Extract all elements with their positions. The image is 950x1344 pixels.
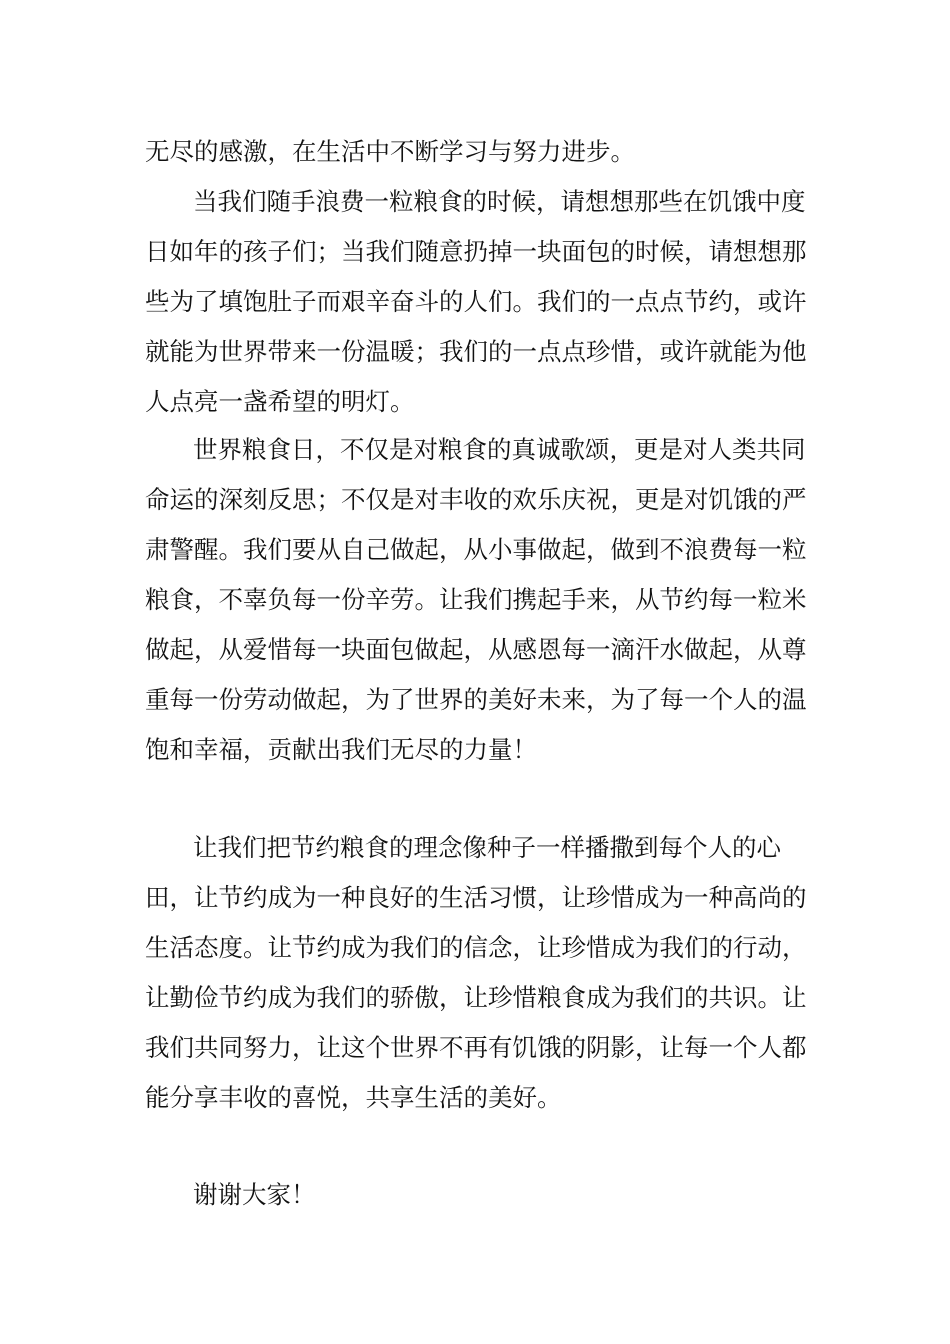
paragraph-line: 肃警醒。我们要从自己做起，从小事做起，做到不浪费每一粒 bbox=[145, 535, 807, 564]
paragraph-line: 些为了填饱肚子而艰辛奋斗的人们。我们的一点点节约，或许 bbox=[145, 287, 807, 316]
paragraph-line: 能分享丰收的喜悦，共享生活的美好。 bbox=[145, 1083, 562, 1112]
paragraph-line: 田，让节约成为一种良好的生活习惯，让珍惜成为一种高尚的 bbox=[145, 883, 807, 912]
paragraph-line: 无尽的感激，在生活中不断学习与努力进步。 bbox=[145, 137, 635, 166]
paragraph-line: 做起，从爱惜每一块面包做起，从感恩每一滴汗水做起，从尊 bbox=[145, 635, 807, 664]
paragraph-line: 世界粮食日，不仅是对粮食的真诚歌颂，更是对人类共同 bbox=[193, 435, 806, 464]
paragraph-line: 命运的深刻反思；不仅是对丰收的欢乐庆祝，更是对饥饿的严 bbox=[145, 485, 807, 514]
paragraph-line: 粮食，不辜负每一份辛劳。让我们携起手来，从节约每一粒米 bbox=[145, 585, 807, 614]
paragraph-line: 让勤俭节约成为我们的骄傲，让珍惜粮食成为我们的共识。让 bbox=[145, 983, 807, 1012]
paragraph-line: 生活态度。让节约成为我们的信念，让珍惜成为我们的行动， bbox=[145, 933, 807, 962]
paragraph-line: 就能为世界带来一份温暖；我们的一点点珍惜，或许就能为他 bbox=[145, 337, 807, 366]
paragraph-line: 饱和幸福，贡献出我们无尽的力量！ bbox=[145, 735, 537, 764]
paragraph-line: 当我们随手浪费一粒粮食的时候，请想想那些在饥饿中度 bbox=[193, 187, 806, 216]
paragraph-line: 让我们把节约粮食的理念像种子一样播撒到每个人的心 bbox=[193, 833, 781, 862]
paragraph-line: 重每一份劳动做起，为了世界的美好未来，为了每一个人的温 bbox=[145, 685, 807, 714]
paragraph-line: 日如年的孩子们；当我们随意扔掉一块面包的时候，请想想那 bbox=[145, 237, 807, 266]
paragraph-line: 人点亮一盏希望的明灯。 bbox=[145, 387, 415, 416]
paragraph-line: 我们共同努力，让这个世界不再有饥饿的阴影，让每一个人都 bbox=[145, 1033, 807, 1062]
closing-line: 谢谢大家！ bbox=[193, 1180, 316, 1209]
